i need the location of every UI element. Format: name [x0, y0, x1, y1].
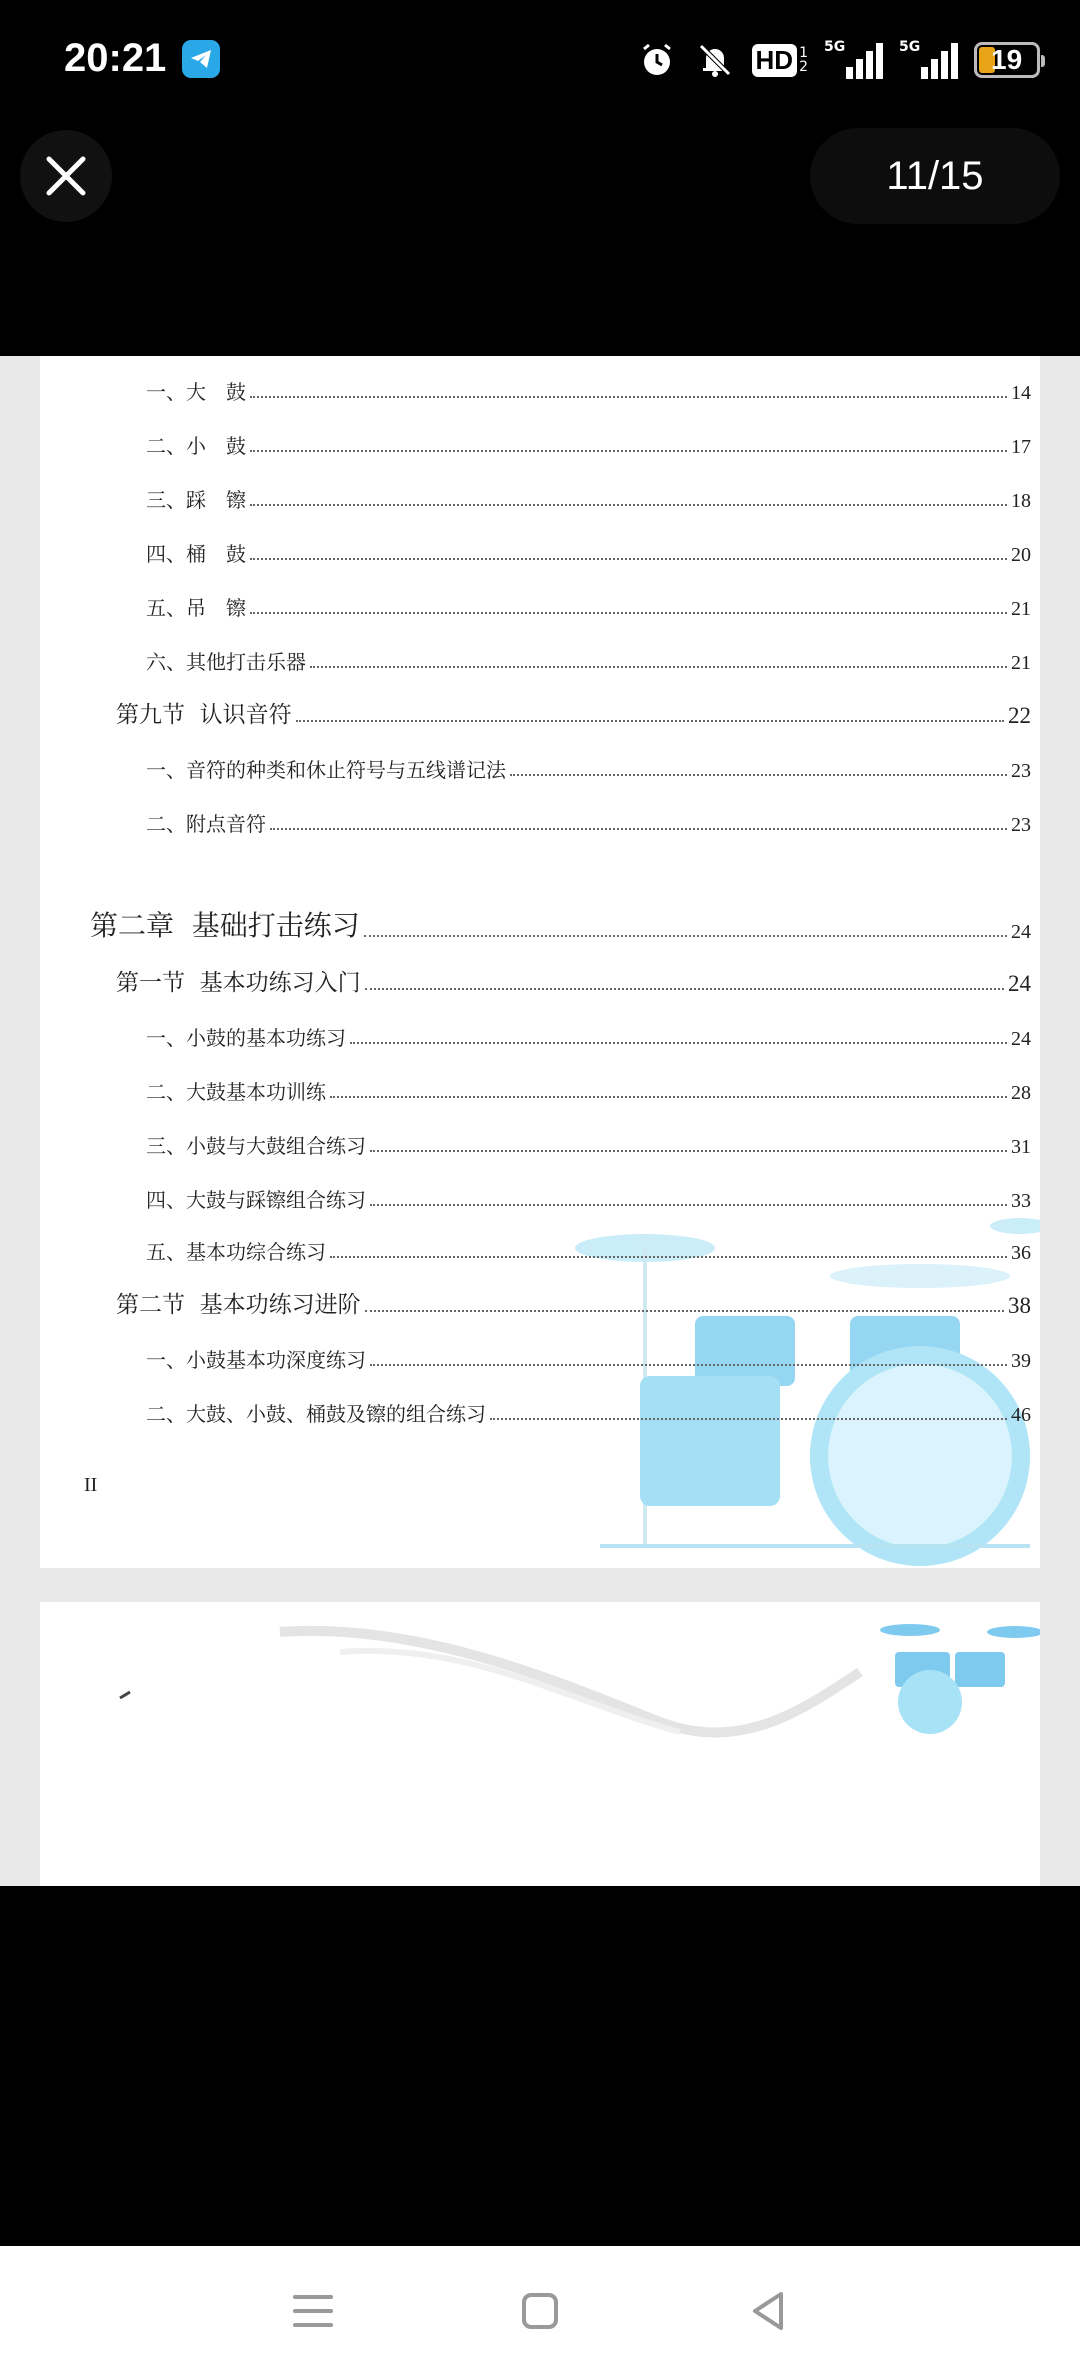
viewer-background: [0, 1886, 1080, 2246]
viewer-toolbar: [0, 120, 1080, 356]
signal-5g-1-icon: 5G: [824, 41, 883, 79]
alarm-icon: [636, 39, 678, 81]
toc-line[interactable]: 六、其他打击乐器 21: [146, 650, 1031, 674]
close-icon: [43, 153, 89, 199]
navigation-bar: [0, 2246, 1080, 2376]
toc-line[interactable]: 五、基本功综合练习 36: [146, 1240, 1031, 1264]
menu-button[interactable]: [273, 2271, 353, 2351]
document-viewer[interactable]: [0, 356, 1080, 1886]
toc-line[interactable]: 二、小 鼓 17: [146, 434, 1031, 458]
wave-decoration: [40, 1602, 1040, 1886]
toc-line[interactable]: 第一节 基本功练习入门 24: [116, 970, 1031, 996]
next-document-page: [40, 1602, 1040, 1886]
close-button[interactable]: [20, 130, 112, 222]
toc-line[interactable]: 一、音符的种类和休止符号与五线谱记法 23: [146, 758, 1031, 782]
toc-line[interactable]: 二、大鼓、小鼓、桶鼓及镲的组合练习 46: [146, 1402, 1031, 1426]
status-time: 20:21: [64, 36, 167, 80]
document-page: [40, 356, 1040, 1568]
toc-line[interactable]: 二、附点音符 23: [146, 812, 1031, 836]
signal-5g-2-icon: 5G: [899, 41, 958, 79]
back-button[interactable]: [727, 2271, 807, 2351]
toc-line[interactable]: 一、大 鼓 14: [146, 380, 1031, 404]
hd-icon: HD 1 2: [752, 44, 808, 77]
toc-line[interactable]: 四、桶 鼓 20: [146, 542, 1031, 566]
page-number: II: [84, 1474, 98, 1496]
home-icon: [519, 2290, 561, 2332]
battery-level: 19: [991, 44, 1023, 75]
toc-line[interactable]: 一、小鼓的基本功练习 24: [146, 1026, 1031, 1050]
toc-line[interactable]: 三、踩 镲 18: [146, 488, 1031, 512]
back-icon: [747, 2289, 787, 2333]
silent-icon: [694, 39, 736, 81]
battery-indicator: [974, 42, 1040, 78]
toc-line[interactable]: 五、吊 镲 21: [146, 596, 1031, 620]
toc-line[interactable]: 三、小鼓与大鼓组合练习 31: [146, 1134, 1031, 1158]
toc-line[interactable]: 二、大鼓基本功训练 28: [146, 1080, 1031, 1104]
status-bar: [0, 0, 1080, 120]
page-counter: 11/15: [810, 128, 1060, 224]
home-button[interactable]: [500, 2271, 580, 2351]
menu-icon: [291, 2291, 335, 2331]
toc-line[interactable]: 第二节 基本功练习进阶 38: [116, 1292, 1031, 1318]
toc-line[interactable]: 四、大鼓与踩镲组合练习 33: [146, 1188, 1031, 1212]
telegram-icon: [182, 40, 220, 78]
toc-line[interactable]: 第二章 基础打击练习 24: [90, 909, 1031, 943]
toc-line[interactable]: 一、小鼓基本功深度练习 39: [146, 1348, 1031, 1372]
toc-line[interactable]: 第九节 认识音符 22: [116, 702, 1031, 728]
